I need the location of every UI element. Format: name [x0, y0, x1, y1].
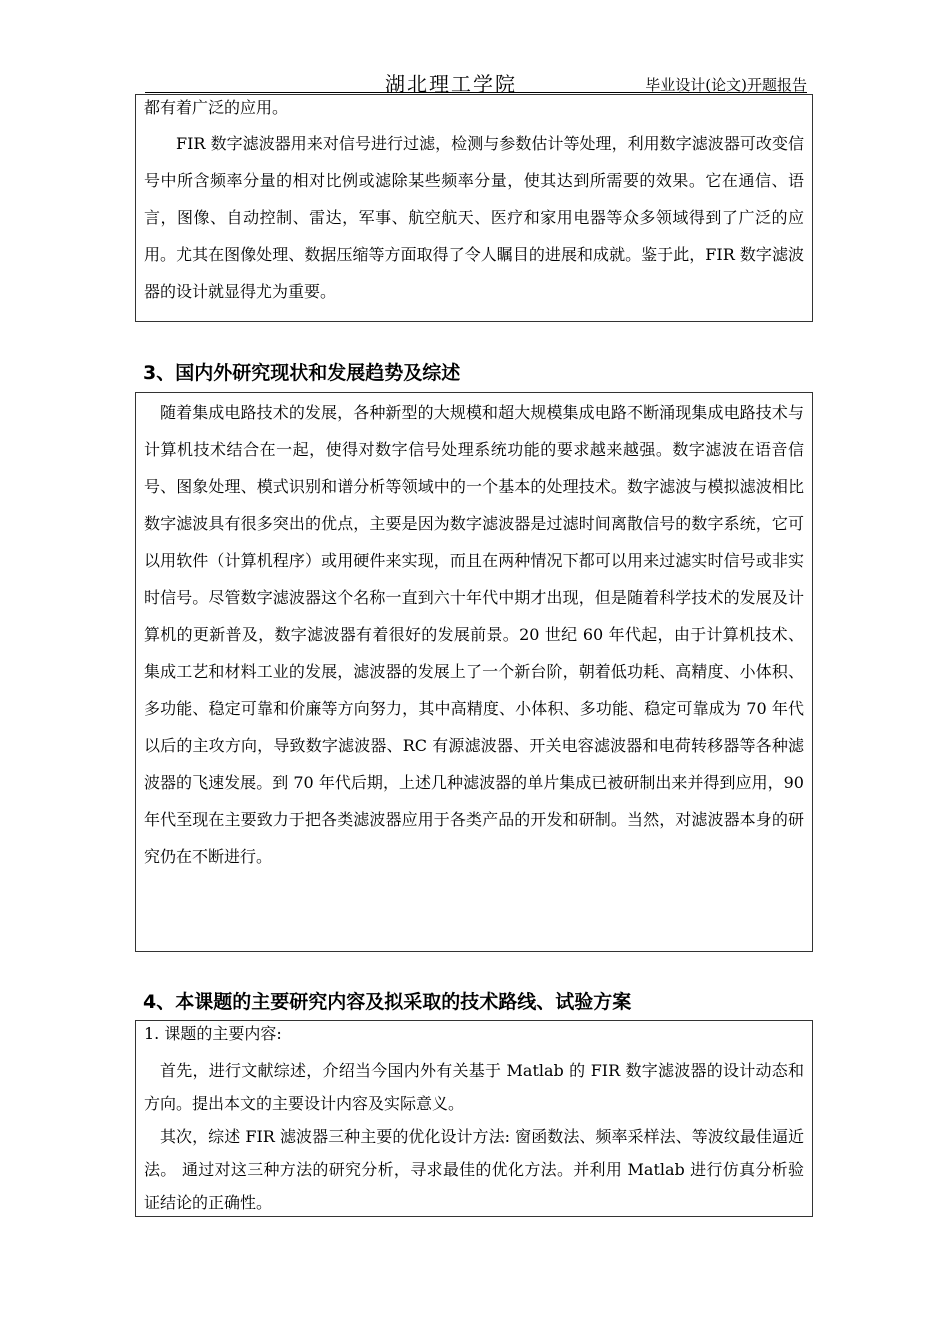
section4-box	[135, 1020, 813, 1217]
section4-paragraph-2: 首先，进行文献综述，介绍当今国内外有关基于 Matlab 的 FIR 数字滤波器的设计动态和方向。提出本文的主要设计内容及实际意义。	[144, 1061, 804, 1113]
section2-paragraph-1: 都有着广泛的应用。	[144, 98, 289, 117]
section2-box	[135, 94, 813, 322]
section4-paragraph-3: 其次，综述 FIR 滤波器三种主要的优化设计方法: 窗函数法、频率采样法、等波纹最佳逼近法。 通过对这三种方法的研究分析，寻求最佳的优化方法。并利用 Matlab 进行仿真分析验证结论的正确性。	[144, 1127, 804, 1212]
section3-box	[135, 392, 813, 952]
section4-heading: 4、本课题的主要研究内容及拟采取的技术路线、试验方案	[143, 991, 632, 1013]
section4-paragraph-1: 1. 课题的主要内容:	[144, 1024, 282, 1043]
school-name: 湖北理工学院	[385, 72, 517, 96]
section2-paragraph-2: FIR 数字滤波器用来对信号进行过滤，检测与参数估计等处理，利用数字滤波器可改变信号中所含频率分量的相对比例或滤除某些频率分量，使其达到所需要的效果。它在通信、语言，图像、自动控制、雷达，军事、航空航天、医疗和家用电器等众多领域得到了广泛的应用。尤其在图像处理、数据压缩等方面取得了令人瞩目的进展和成就。鉴于此，FIR 数字滤波器的设计就显得尤为重要。	[144, 134, 804, 301]
page-header	[145, 66, 807, 96]
section3-heading: 3、国内外研究现状和发展趋势及综述	[143, 362, 461, 384]
report-type: 毕业设计(论文)开题报告	[645, 76, 807, 94]
section3-paragraph-1: 随着集成电路技术的发展，各种新型的大规模和超大规模集成电路不断涌现集成电路技术与计算机技术结合在一起，使得对数字信号处理系统功能的要求越来越强。数字滤波在语音信号、图象处理、模式识别和谱分析等领域中的一个基本的处理技术。数字滤波与模拟滤波相比数字滤波具有很多突出的优点，主要是因为数字滤波器是过滤时间离散信号的数字系统，它可以用软件（计算机程序）或用硬件来实现，而且在两种情况下都可以用来过滤实时信号或非实时信号。尽管数字滤波器这个名称一直到六十年代中期才出现，但是随着科学技术的发展及计算机的更新普及，数字滤波器有着很好的发展前景。20 世纪 60 年代起，由于计算机技术、集成工艺和材料工业的发展，滤波器的发展上了一个新台阶，朝着低功耗、高精度、小体积、多功能、稳定可靠和价廉等方向努力，其中高精度、小体积、多功能、稳定可靠成为 70 年代以后的主攻方向，导致数字滤波器、RC 有源滤波器、开关电容滤波器和电荷转移器等各种滤波器的飞速发展。到 70 年代后期，上述几种滤波器的单片集成已被研制出来并得到应用，90 年代至现在主要致力于把各类滤波器应用于各类产品的开发和研制。当然，对滤波器本身的研究仍在不断进行。	[144, 403, 804, 866]
